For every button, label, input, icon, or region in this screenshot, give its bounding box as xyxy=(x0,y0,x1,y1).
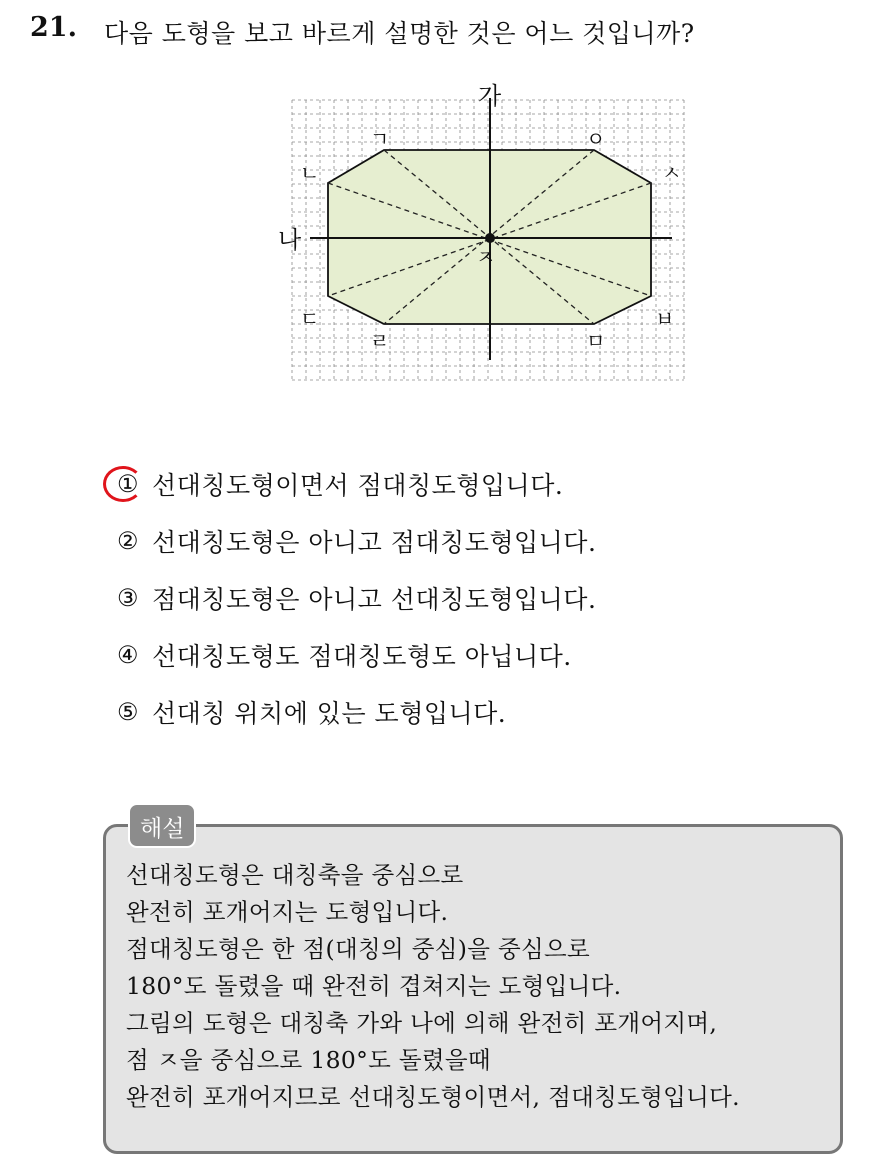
vertex-label-top-right: ㅇ xyxy=(586,127,606,151)
vertex-label-bottom-right: ㅁ xyxy=(586,329,606,353)
option-3-text: 점대칭도형은 아니고 선대칭도형입니다. xyxy=(152,584,597,614)
explanation-line: 선대칭도형은 대칭축을 중심으로 xyxy=(126,861,464,889)
option-5-number: ⑤ xyxy=(116,697,139,726)
question-text: 다음 도형을 보고 바르게 설명한 것은 어느 것입니까? xyxy=(104,19,695,48)
explanation-text xyxy=(126,857,836,1116)
vertex-label-bottom-left: ㄹ xyxy=(370,329,390,353)
axis-label-vertical: 가 xyxy=(478,82,502,110)
vertex-label-top-left: ㄱ xyxy=(370,127,390,151)
option-3-number: ③ xyxy=(116,583,139,612)
option-2-text: 선대칭도형은 아니고 점대칭도형입니다. xyxy=(152,527,597,557)
vertex-label-right-bottom: ㅂ xyxy=(655,307,675,331)
option-2[interactable] xyxy=(108,512,808,569)
option-5[interactable] xyxy=(108,683,808,740)
option-2-number: ② xyxy=(116,526,139,555)
vertex-label-right-top: ㅅ xyxy=(662,161,682,185)
question-number: 21. xyxy=(30,12,77,43)
axis-label-horizontal: 나 xyxy=(278,226,302,254)
option-3[interactable] xyxy=(108,569,808,626)
answer-circle-mark xyxy=(103,466,143,502)
vertex-label-left-bottom: ㄷ xyxy=(300,307,320,331)
answer-options xyxy=(108,455,808,740)
octagon-figure xyxy=(270,78,700,388)
option-1[interactable] xyxy=(108,455,808,512)
explanation-line: 완전히 포개어지는 도형입니다. xyxy=(126,898,449,926)
option-5-text: 선대칭 위치에 있는 도형입니다. xyxy=(152,698,507,728)
vertex-label-center: ㅈ xyxy=(476,245,496,269)
figure-svg xyxy=(270,78,700,388)
explanation-line: 180°도 돌렸을 때 완전히 겹쳐지는 도형입니다. xyxy=(126,972,622,1000)
option-4-number: ④ xyxy=(116,640,139,669)
option-1-number: ① xyxy=(108,470,148,498)
explanation-line: 완전히 포개어지므로 선대칭도형이면서, 점대칭도형입니다. xyxy=(126,1083,740,1111)
center-point xyxy=(485,233,495,243)
explanation-line: 그림의 도형은 대칭축 가와 나에 의해 완전히 포개어지며, xyxy=(126,1009,718,1037)
explanation-tab: 해설 xyxy=(128,803,196,848)
vertex-label-left-top: ㄴ xyxy=(300,161,320,185)
option-1-text: 선대칭도형이면서 점대칭도형입니다. xyxy=(152,470,564,500)
explanation-line: 점대칭도형은 한 점(대칭의 중심)을 중심으로 xyxy=(126,935,591,963)
option-4[interactable] xyxy=(108,626,808,683)
explanation-line: 점 ㅈ을 중심으로 180°도 돌렸을때 xyxy=(126,1046,491,1074)
option-4-text: 선대칭도형도 점대칭도형도 아닙니다. xyxy=(152,641,572,671)
